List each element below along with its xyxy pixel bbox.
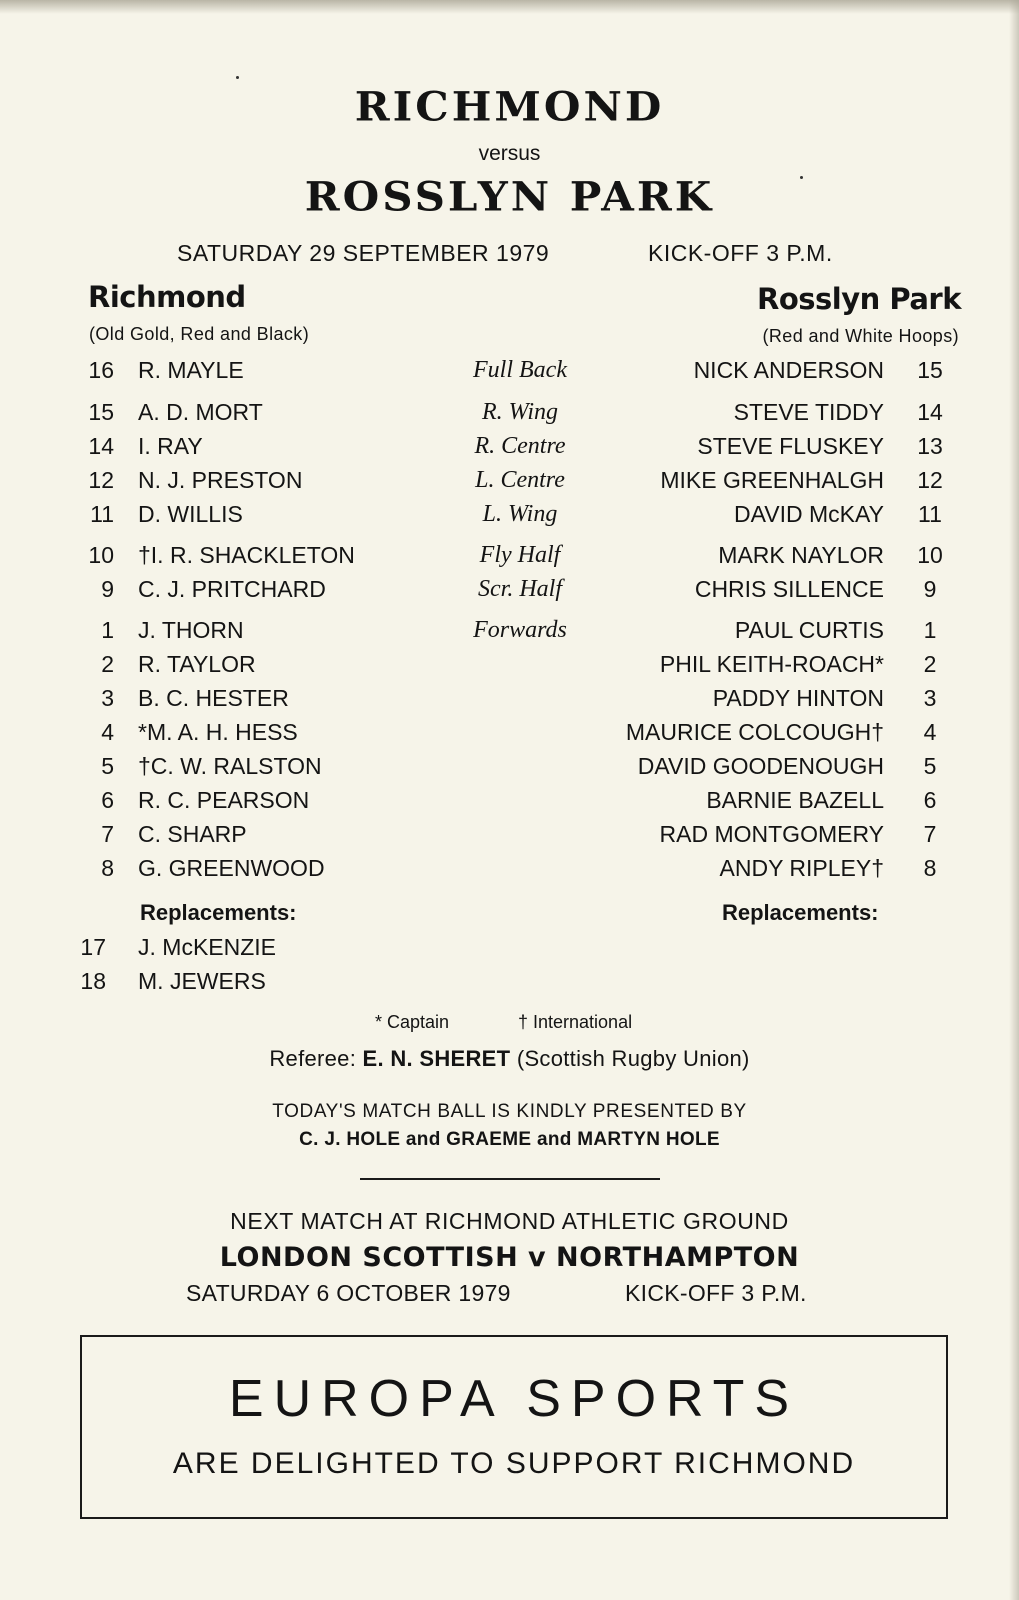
referee-union: (Scottish Rugby Union)	[516, 1046, 750, 1071]
advert-title: EUROPA SPORTS	[228, 1370, 800, 1428]
lineup-row	[0, 719, 1019, 751]
lineup-row	[0, 651, 1019, 683]
home-player-number: 7	[101, 821, 114, 847]
away-player-number: 8	[923, 855, 937, 881]
lineup-row	[0, 753, 1019, 785]
position-label: R. Centre	[474, 433, 566, 459]
home-player-name: †I. R. SHACKLETON	[138, 542, 355, 568]
away-player-name: DAVID McKAY	[734, 501, 884, 527]
lineup-row	[0, 357, 1019, 389]
home-player-name: J. THORN	[138, 617, 244, 643]
lineup-row	[0, 399, 1019, 431]
home-player-number: 6	[101, 787, 114, 813]
away-player-number: 6	[923, 787, 937, 813]
home-player-number: 3	[101, 685, 114, 711]
position-label: Full Back	[473, 357, 567, 383]
away-player-number: 12	[917, 467, 943, 493]
away-player-name: MAURICE COLCOUGH†	[625, 719, 884, 745]
lineup-row	[0, 617, 1019, 649]
home-player-number: 9	[101, 576, 114, 602]
away-team-title: ROSSLYN PARK	[304, 173, 715, 220]
position-label: Fly Half	[479, 542, 561, 568]
position-label: R. Wing	[482, 399, 558, 425]
away-player-number: 3	[923, 685, 937, 711]
lineup-row	[0, 576, 1019, 608]
referee-line	[0, 1046, 1019, 1072]
home-team-heading: Richmond	[88, 280, 246, 314]
home-team-colours: (Old Gold, Red and Black)	[89, 324, 310, 344]
away-team-heading: Rosslyn Park	[757, 282, 961, 316]
home-replacement-name: M. JEWERS	[138, 968, 266, 994]
away-player-number: 4	[923, 719, 937, 745]
position-label: L. Centre	[475, 467, 565, 493]
home-player-number: 8	[101, 855, 114, 881]
position-label: Forwards	[473, 617, 567, 643]
home-player-name: †C. W. RALSTON	[138, 753, 322, 779]
home-replacements-label: Replacements:	[140, 900, 297, 925]
home-replacement-number: 17	[80, 934, 106, 960]
home-player-name: G. GREENWOOD	[138, 855, 325, 881]
home-player-number: 16	[88, 357, 114, 383]
match-kickoff: KICK-OFF 3 P.M.	[648, 240, 833, 266]
away-player-name: PHIL KEITH-ROACH*	[659, 651, 884, 677]
lineup-row	[0, 467, 1019, 499]
home-player-name: C. SHARP	[138, 821, 247, 847]
home-team-title: RICHMOND	[354, 83, 665, 130]
advert-tagline: ARE DELIGHTED TO SUPPORT RICHMOND	[172, 1447, 856, 1480]
next-match-kickoff: KICK-OFF 3 P.M.	[625, 1280, 807, 1306]
home-replacement-row	[0, 968, 1019, 1000]
away-player-name: MIKE GREENHALGH	[660, 467, 884, 493]
international-legend: † International	[518, 1012, 633, 1032]
away-team-colours: (Red and White Hoops)	[762, 326, 959, 346]
home-player-number: 2	[101, 651, 114, 677]
next-match-heading: NEXT MATCH AT RICHMOND ATHLETIC GROUND	[230, 1208, 789, 1234]
lineup-row	[0, 855, 1019, 887]
referee-name: E. N. SHERET	[362, 1046, 511, 1071]
home-player-number: 10	[88, 542, 114, 568]
away-player-name: DAVID GOODENOUGH	[637, 753, 884, 779]
home-player-name: N. J. PRESTON	[138, 467, 303, 493]
advert-box	[80, 1335, 948, 1519]
lineup-row	[0, 787, 1019, 819]
away-player-name: CHRIS SILLENCE	[694, 576, 884, 602]
home-player-number: 1	[101, 617, 114, 643]
away-player-name: BARNIE BAZELL	[706, 787, 884, 813]
home-player-name: C. J. PRITCHARD	[138, 576, 326, 602]
away-player-number: 11	[918, 501, 942, 527]
away-player-name: NICK ANDERSON	[693, 357, 884, 383]
lineup-row	[0, 542, 1019, 574]
away-player-name: RAD MONTGOMERY	[659, 821, 884, 847]
match-date: SATURDAY 29 SEPTEMBER 1979	[177, 240, 550, 266]
divider-rule	[360, 1178, 660, 1180]
paper-speck	[236, 76, 239, 79]
home-player-name: B. C. HESTER	[138, 685, 289, 711]
away-player-name: MARK NAYLOR	[718, 542, 884, 568]
referee-label: Referee:	[269, 1046, 357, 1071]
away-replacements-label: Replacements:	[722, 900, 879, 925]
away-player-number: 2	[923, 651, 937, 677]
home-player-name: R. TAYLOR	[138, 651, 256, 677]
away-player-name: PAUL CURTIS	[734, 617, 884, 643]
home-player-name: R. MAYLE	[138, 357, 244, 383]
next-match-date: SATURDAY 6 OCTOBER 1979	[186, 1280, 511, 1306]
home-player-number: 4	[101, 719, 114, 745]
away-player-name: STEVE TIDDY	[733, 399, 884, 425]
away-player-number: 1	[923, 617, 937, 643]
home-replacement-row	[0, 934, 1019, 966]
position-label: L. Wing	[482, 501, 558, 527]
lineup-row	[0, 501, 1019, 533]
lineup-row	[0, 685, 1019, 717]
home-replacement-name: J. McKENZIE	[138, 934, 277, 960]
away-player-number: 7	[923, 821, 937, 847]
home-player-number: 11	[90, 501, 114, 527]
away-player-number: 10	[917, 542, 943, 568]
home-replacement-number: 18	[80, 968, 106, 994]
away-player-number: 9	[923, 576, 937, 602]
home-player-name: A. D. MORT	[138, 399, 263, 425]
away-player-name: ANDY RIPLEY†	[719, 855, 884, 881]
match-ball-line: TODAY'S MATCH BALL IS KINDLY PRESENTED BY	[272, 1101, 747, 1122]
home-player-name: D. WILLIS	[138, 501, 243, 527]
lineup-row	[0, 433, 1019, 465]
away-player-number: 5	[923, 753, 937, 779]
next-match-fixture: LONDON SCOTTISH v NORTHAMPTON	[219, 1242, 800, 1273]
home-player-number: 5	[101, 753, 114, 779]
away-player-number: 14	[917, 399, 943, 425]
away-player-name: PADDY HINTON	[712, 685, 884, 711]
lineup-row	[0, 821, 1019, 853]
home-player-number: 14	[88, 433, 114, 459]
home-player-name: I. RAY	[138, 433, 203, 459]
captain-legend: * Captain	[375, 1012, 450, 1032]
home-player-name: R. C. PEARSON	[138, 787, 310, 813]
away-player-name: STEVE FLUSKEY	[697, 433, 884, 459]
page-top-edge	[0, 0, 1019, 14]
away-player-number: 15	[917, 357, 943, 383]
home-player-name: *M. A. H. HESS	[138, 719, 298, 745]
versus-label: versus	[478, 142, 541, 165]
home-player-number: 15	[88, 399, 114, 425]
position-label: Scr. Half	[478, 576, 562, 602]
match-ball-sponsors: C. J. HOLE and GRAEME and MARTYN HOLE	[299, 1129, 720, 1150]
away-player-number: 13	[917, 433, 943, 459]
home-player-number: 12	[88, 467, 114, 493]
